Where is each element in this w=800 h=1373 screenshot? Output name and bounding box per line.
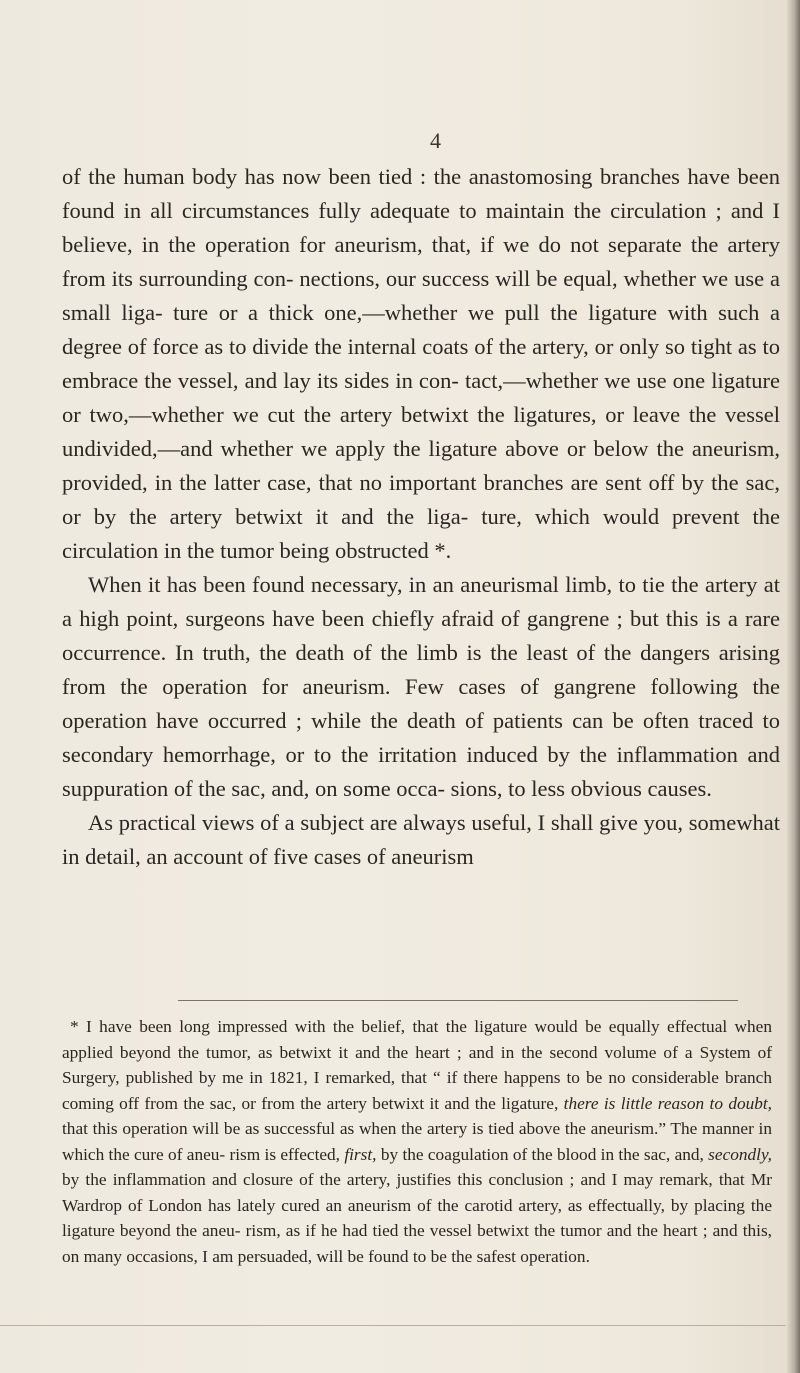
footnote-segment-4: by the inflammation and closure of the artery, justifies this conclusion ; and I may remark, that Mr Wardrop of London has lately cured an aneurism of the carotid artery, as effectually, by placing the ligature beyond the aneu- rism, as if he had tied the vessel betwixt the tumor and the heart ; and this, on many occasions, I am persuaded, will be found to be the safest operation. bbox=[62, 1170, 772, 1266]
footnote-text bbox=[62, 1014, 772, 1269]
footnote-italic-2: first, bbox=[344, 1144, 377, 1164]
paragraph-2: When it has been found necessary, in an aneurismal limb, to tie the artery at a high point, surgeons have been chiefly afraid of gangrene ; but this is a rare occurrence. In truth, the death of the limb is the least of the dangers arising from the operation for aneurism. Few cases of gangrene following the operation have occurred ; while the death of patients can be often traced to secondary hemorrhage, or to the irritation induced by the inflammation and suppuration of the sac, and, on some occa- sions, to less obvious causes. bbox=[62, 572, 780, 801]
body-text bbox=[62, 160, 780, 874]
footnote bbox=[62, 1014, 772, 1269]
footnote-italic-1: there is little reason to doubt, bbox=[563, 1093, 772, 1113]
footnote-segment-2: that this operation will be as successful as when the artery is tied above the aneurism.” The manner in which the cure of aneu- rism is effected, bbox=[62, 1119, 772, 1164]
page-bottom-edge bbox=[0, 1325, 786, 1326]
footnote-segment-3: by the coagulation of the blood in the sac, and, bbox=[376, 1144, 709, 1164]
page-number: 4 bbox=[430, 128, 441, 153]
footnote-divider bbox=[178, 1000, 738, 1001]
paragraph-3: As practical views of a subject are always useful, I shall give you, somewhat in detail, an account of five cases of aneurism bbox=[62, 810, 780, 869]
footnote-italic-3: secondly, bbox=[708, 1144, 772, 1164]
page-edge-shadow bbox=[786, 0, 800, 1373]
footnote-segment-1: * I have been long impressed with the belief, that the ligature would be equally effectual when applied beyond the tumor, as betwixt it and the heart ; and in the second volume of a System of Surgery, published by me in 1821, I remarked, that “ if there happens to be no considerable branch coming off from the sac, or from the artery betwixt it and the ligature, bbox=[62, 1017, 772, 1113]
paragraph-1: of the human body has now been tied : the anastomosing branches have been found in all circumstances fully adequate to maintain the circulation ; and I believe, in the operation for aneurism, that, if we do not separate the artery from its surrounding con- nections, our success will be equal, whether we use a small liga- ture or a thick one,—whether we pull the ligature with such a degree of force as to divide the internal coats of the artery, or only so tight as to embrace the vessel, and lay its sides in con- tact,—whether we use one ligature or two,—whether we cut the artery betwixt the ligatures, or leave the vessel undivided,—and whether we apply the ligature above or below the aneurism, provided, in the latter case, that no important branches are sent off by the sac, or by the artery betwixt it and the liga- ture, which would prevent the circulation in the tumor being obstructed *. bbox=[62, 164, 780, 563]
